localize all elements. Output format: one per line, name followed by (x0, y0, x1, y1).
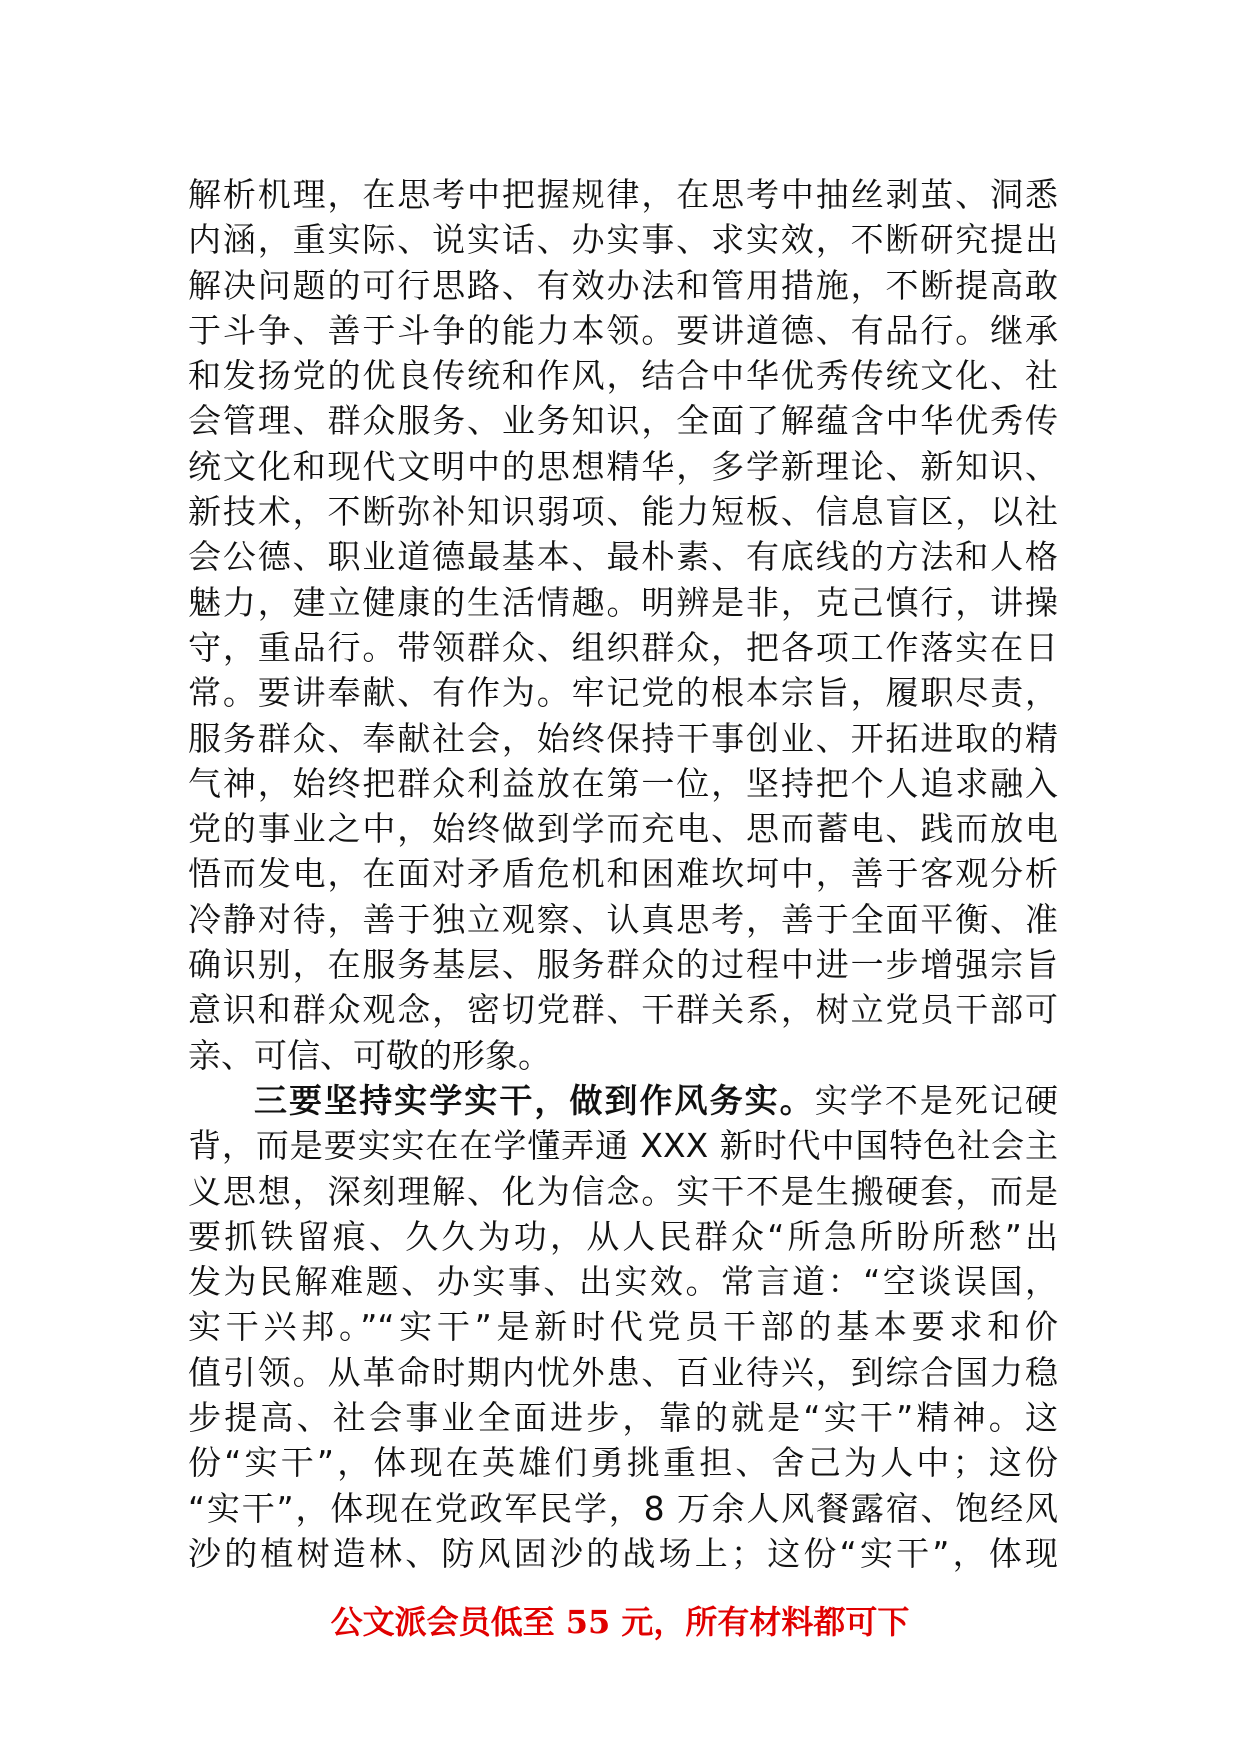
text-line: 实干兴邦。”“实干”是新时代党员干部的基本要求和价 (188, 1307, 1058, 1347)
body-text (188, 172, 1058, 1576)
text-line: 新技术，不断弥补知识弱项、能力短板、信息盲区，以社 (188, 492, 1058, 532)
text-line: 意识和群众观念，密切党群、干群关系，树立党员干部可 (188, 990, 1058, 1030)
text-line: 背，而是要实实在在学懂弄通 XXX 新时代中国特色社会主 (188, 1126, 1058, 1166)
text-line: 解决问题的可行思路、有效办法和管用措施，不断提高敢 (188, 265, 1058, 305)
text-line: 于斗争、善于斗争的能力本领。要讲道德、有品行。继承 (188, 310, 1058, 350)
text-line: 要抓铁留痕、久久为功，从人民群众“所急所盼所愁”出 (188, 1216, 1058, 1256)
text-line: 守，重品行。带领群众、组织群众，把各项工作落实在日 (188, 627, 1058, 667)
text-line: 统文化和现代文明中的思想精华，多学新理论、新知识、 (188, 446, 1058, 486)
text-line: 解析机理，在思考中把握规律，在思考中抽丝剥茧、洞悉 (188, 175, 1058, 214)
text-line: 悟而发电，在面对矛盾危机和困难坎坷中，善于客观分析 (188, 854, 1058, 894)
text-line: 步提高、社会事业全面进步，靠的就是“实干”精神。这 (188, 1398, 1058, 1438)
text-line: 魅力，建立健康的生活情趣。明辨是非，克己慎行，讲操 (188, 582, 1058, 622)
text-line: 会管理、群众服务、业务知识，全面了解蕴含中华优秀传 (188, 401, 1058, 441)
paragraph-first-line (188, 1078, 1058, 1123)
text-line: 党的事业之中，始终做到学而充电、思而蓄电、践而放电 (188, 809, 1058, 849)
text-line: 服务群众、奉献社会，始终保持干事创业、开拓进取的精 (188, 718, 1058, 758)
promo-footer: 公文派会员低至 55 元，所有材料都可下 (330, 1603, 910, 1641)
text-line: 份“实干”，体现在英雄们勇挑重担、舍己为人中；这份 (188, 1443, 1058, 1483)
paragraph-heading: 三要坚持实学实干，做到作风务实。 (254, 1080, 815, 1120)
text-line: 义思想，深刻理解、化为信念。实干不是生搬硬套，而是 (188, 1171, 1058, 1211)
text-line: 确识别，在服务基层、服务群众的过程中进一步增强宗旨 (188, 945, 1058, 985)
text-line: 亲、可信、可敬的形象。 (188, 1035, 551, 1075)
text-line: 内涵，重实际、说实话、办实事、求实效，不断研究提出 (188, 220, 1058, 260)
paragraph-heading-rest: 实学不是死记硬 (814, 1080, 1058, 1120)
text-line: 气神，始终把群众利益放在第一位，坚持把个人追求融入 (188, 763, 1058, 803)
text-line: 值引领。从革命时期内忧外患、百业待兴，到综合国力稳 (188, 1352, 1058, 1392)
text-line: 发为民解难题、办实事、出实效。常言道：“空谈误国， (188, 1262, 1058, 1302)
text-line: 冷静对待，善于独立观察、认真思考，善于全面平衡、准 (188, 899, 1058, 939)
text-line: “实干”，体现在党政军民学，8 万余人风餐露宿、饱经风 (188, 1488, 1058, 1528)
text-line: 沙的植树造林、防风固沙的战场上；这份“实干”，体现 (188, 1533, 1058, 1573)
text-line: 会公德、职业道德最基本、最朴素、有底线的方法和人格 (188, 537, 1058, 577)
text-line: 和发扬党的优良传统和作风，结合中华优秀传统文化、社 (188, 356, 1058, 396)
text-line: 常。要讲奉献、有作为。牢记党的根本宗旨，履职尽责， (188, 673, 1058, 713)
